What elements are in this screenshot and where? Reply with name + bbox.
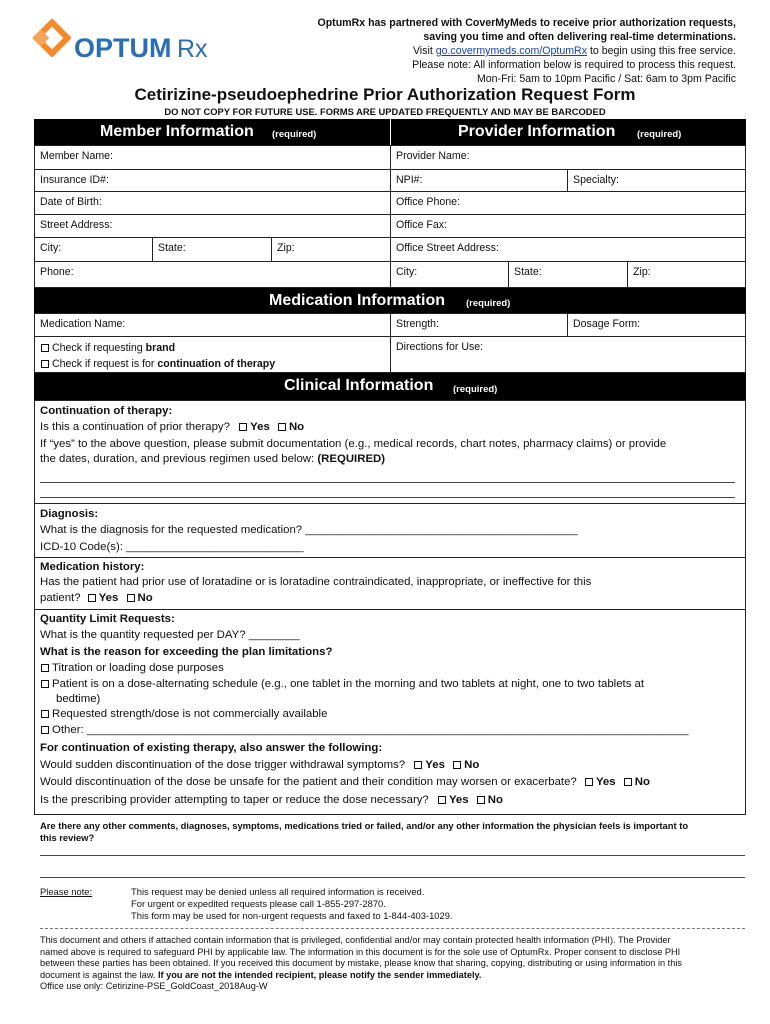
office-fax-field[interactable]: Office Fax: xyxy=(390,214,746,238)
continuation-instructions: If “yes” to the above question, please submit documentation (e.g., medical records, chart notes, pharmacy claims) or provide the dates, duration, and previous regimen used below: (REQUIRED) xyxy=(40,438,667,465)
section-divider xyxy=(34,609,746,610)
covermymeds-link[interactable]: go.covermymeds.com/OptumRx xyxy=(435,45,588,57)
withdrawal-yes-checkbox[interactable] xyxy=(414,761,422,769)
continuation-checkbox-row[interactable]: Check if request is for continuation of therapy xyxy=(40,356,385,372)
strength-field[interactable]: Strength: xyxy=(390,313,568,337)
clinical-info-header: Clinical Information (required) xyxy=(34,373,746,400)
medication-history-heading: Medication history: xyxy=(40,561,145,573)
reason-dose-alternating[interactable]: Patient is on a dose-alternating schedule (e.g., one tablet in the morning and two tablets at night, one to two tablets at xyxy=(40,677,644,692)
continuation-heading: Continuation of therapy: xyxy=(40,405,173,417)
form-subtitle: DO NOT COPY FOR FUTURE USE. FORMS ARE UPDATED FREQUENTLY AND MAY BE BARCODED xyxy=(164,106,606,117)
notice-line5: Mon-Fri: 5am to 10pm Pacific / Sat: 6am to 3pm Pacific xyxy=(476,73,736,85)
unsafe-no-checkbox[interactable] xyxy=(624,778,632,786)
diagnosis-heading: Diagnosis: xyxy=(40,508,99,520)
medhist-yes-checkbox[interactable] xyxy=(88,594,96,602)
specialty-field[interactable]: Specialty: xyxy=(567,169,746,192)
comments-line[interactable] xyxy=(40,855,745,856)
section-divider xyxy=(34,557,746,558)
insurance-id-field[interactable]: Insurance ID#: xyxy=(34,169,391,192)
member-street-field[interactable]: Street Address: xyxy=(34,214,391,238)
brand-checkbox[interactable] xyxy=(41,344,49,352)
notice-line1: OptumRx has partnered with CoverMyMeds to receive prior authorization requests, xyxy=(317,17,736,29)
answer-line[interactable] xyxy=(40,497,735,498)
comments-prompt: Are there any other comments, diagnoses, symptoms, medications tried or failed, and/or any other information the physician feels is important to this review? xyxy=(40,820,689,843)
quantity-limit-heading: Quantity Limit Requests: xyxy=(40,613,175,625)
member-city-field[interactable]: City: xyxy=(34,237,153,262)
svg-text:OPTUM: OPTUM xyxy=(74,33,172,63)
covermymeds-notice xyxy=(266,16,736,86)
directions-field[interactable]: Directions for Use: xyxy=(390,336,746,373)
reason-not-available[interactable]: Requested strength/dose is not commercially available xyxy=(40,707,327,722)
reason-titration[interactable]: Titration or loading dose purposes xyxy=(40,661,224,676)
member-name-field[interactable]: Member Name: xyxy=(34,145,391,170)
please-note-label: Please note: xyxy=(40,886,93,897)
optumrx-logo xyxy=(28,14,228,74)
comments-line[interactable] xyxy=(40,877,745,878)
office-street-field[interactable]: Office Street Address: xyxy=(390,237,746,262)
provider-name-field[interactable]: Provider Name: xyxy=(390,145,746,170)
reason-heading: What is the reason for exceeding the plan limitations? xyxy=(40,646,333,658)
member-info-header: Member Information (required) xyxy=(34,119,390,145)
provider-city-field[interactable]: City: xyxy=(390,261,509,288)
medication-history-answer: patient? Yes No xyxy=(40,592,153,604)
withdrawal-question: Would sudden discontinuation of the dose trigger withdrawal symptoms? Yes No xyxy=(40,759,480,771)
form-title: Cetirizine-pseudoephedrine Prior Authorization Request Form xyxy=(134,85,636,104)
reason-other[interactable]: Other: _______________________________________________________________________________________________ xyxy=(40,723,689,738)
provider-info-header: Provider Information (required) xyxy=(391,119,746,145)
unsafe-yes-checkbox[interactable] xyxy=(585,778,593,786)
dose-alternating-checkbox[interactable] xyxy=(41,680,49,688)
continuation-question: Is this a continuation of prior therapy? Yes No xyxy=(40,421,305,433)
quantity-per-day-field[interactable]: What is the quantity requested per DAY? ________ xyxy=(40,629,300,641)
brand-checkbox-row[interactable]: Check if requesting brand xyxy=(40,340,385,356)
member-zip-field[interactable]: Zip: xyxy=(271,237,391,262)
office-phone-field[interactable]: Office Phone: xyxy=(390,191,746,215)
section-divider xyxy=(34,503,746,504)
taper-yes-checkbox[interactable] xyxy=(438,796,446,804)
withdrawal-no-checkbox[interactable] xyxy=(453,761,461,769)
footer-divider xyxy=(40,928,745,929)
brand-continuation-cell xyxy=(34,336,391,373)
other-checkbox[interactable] xyxy=(41,726,49,734)
medication-name-field[interactable]: Medication Name: xyxy=(34,313,391,337)
continuation-checkbox[interactable] xyxy=(41,360,49,368)
existing-therapy-heading: For continuation of existing therapy, also answer the following: xyxy=(40,742,383,754)
dob-field[interactable]: Date of Birth: xyxy=(34,191,391,215)
office-use-label: Office use only: Cetirizine-PSE_GoldCoast_2018Aug-W xyxy=(40,981,268,992)
member-phone-field[interactable]: Phone: xyxy=(34,261,391,288)
reason-dose-alternating-cont: bedtime) xyxy=(56,693,101,705)
provider-zip-field[interactable]: Zip: xyxy=(627,261,746,288)
notice-line4: Please note: All information below is required to process this request. xyxy=(412,59,736,71)
not-available-checkbox[interactable] xyxy=(41,710,49,718)
taper-no-checkbox[interactable] xyxy=(477,796,485,804)
dosage-form-field[interactable]: Dosage Form: xyxy=(567,313,746,337)
medhist-no-checkbox[interactable] xyxy=(127,594,135,602)
notice-line2: saving you time and often delivering real-time determinations. xyxy=(423,31,736,43)
titration-checkbox[interactable] xyxy=(41,664,49,672)
unsafe-question: Would discontinuation of the dose be unsafe for the patient and their condition may worsen or exacerbate? Yes No xyxy=(40,776,650,788)
answer-line[interactable] xyxy=(40,482,735,483)
phi-disclaimer: This document and others if attached contain information that is privileged, confidential and/or may contain protected health information (PHI). The Provider named above is required to safeguard PHI by applicable law. The information in this document is for the sole use of OptumRx. Proper consent to disclose PHI between these parties has been obtained. If you received this document by mistake, please know that sharing, copying, distributing or using information in this document is against the law. If you are not the intended recipient, please notify the sender immediately. Office use only: Cetirizine-PSE_GoldCoast_2018Aug-W xyxy=(40,935,750,993)
svg-text:Rx: Rx xyxy=(177,35,208,63)
npi-field[interactable]: NPI#: xyxy=(390,169,568,192)
continuation-yes-checkbox[interactable] xyxy=(239,423,247,431)
member-state-field[interactable]: State: xyxy=(152,237,272,262)
please-note-text: This request may be denied unless all required information is received. For urgent or expedited requests please call 1-855-297-2870. This form may be used for non-urgent requests and faxed to 1-844-403-1029. xyxy=(131,886,453,921)
diagnosis-question[interactable]: What is the diagnosis for the requested medication? ___________________________________________ xyxy=(40,524,578,536)
taper-question: Is the prescribing provider attempting to taper or reduce the dose necessary? Yes No xyxy=(40,794,503,806)
icd10-field[interactable]: ICD-10 Code(s): ____________________________ xyxy=(40,541,304,553)
notice-line3: Visit go.covermymeds.com/OptumRx to begin using this free service. xyxy=(412,45,736,57)
continuation-no-checkbox[interactable] xyxy=(278,423,286,431)
provider-state-field[interactable]: State: xyxy=(508,261,628,288)
medication-info-header: Medication Information (required) xyxy=(34,288,746,314)
medication-history-question: Has the patient had prior use of loratadine or is loratadine contraindicated, inappropriate, or ineffective for this xyxy=(40,576,592,588)
